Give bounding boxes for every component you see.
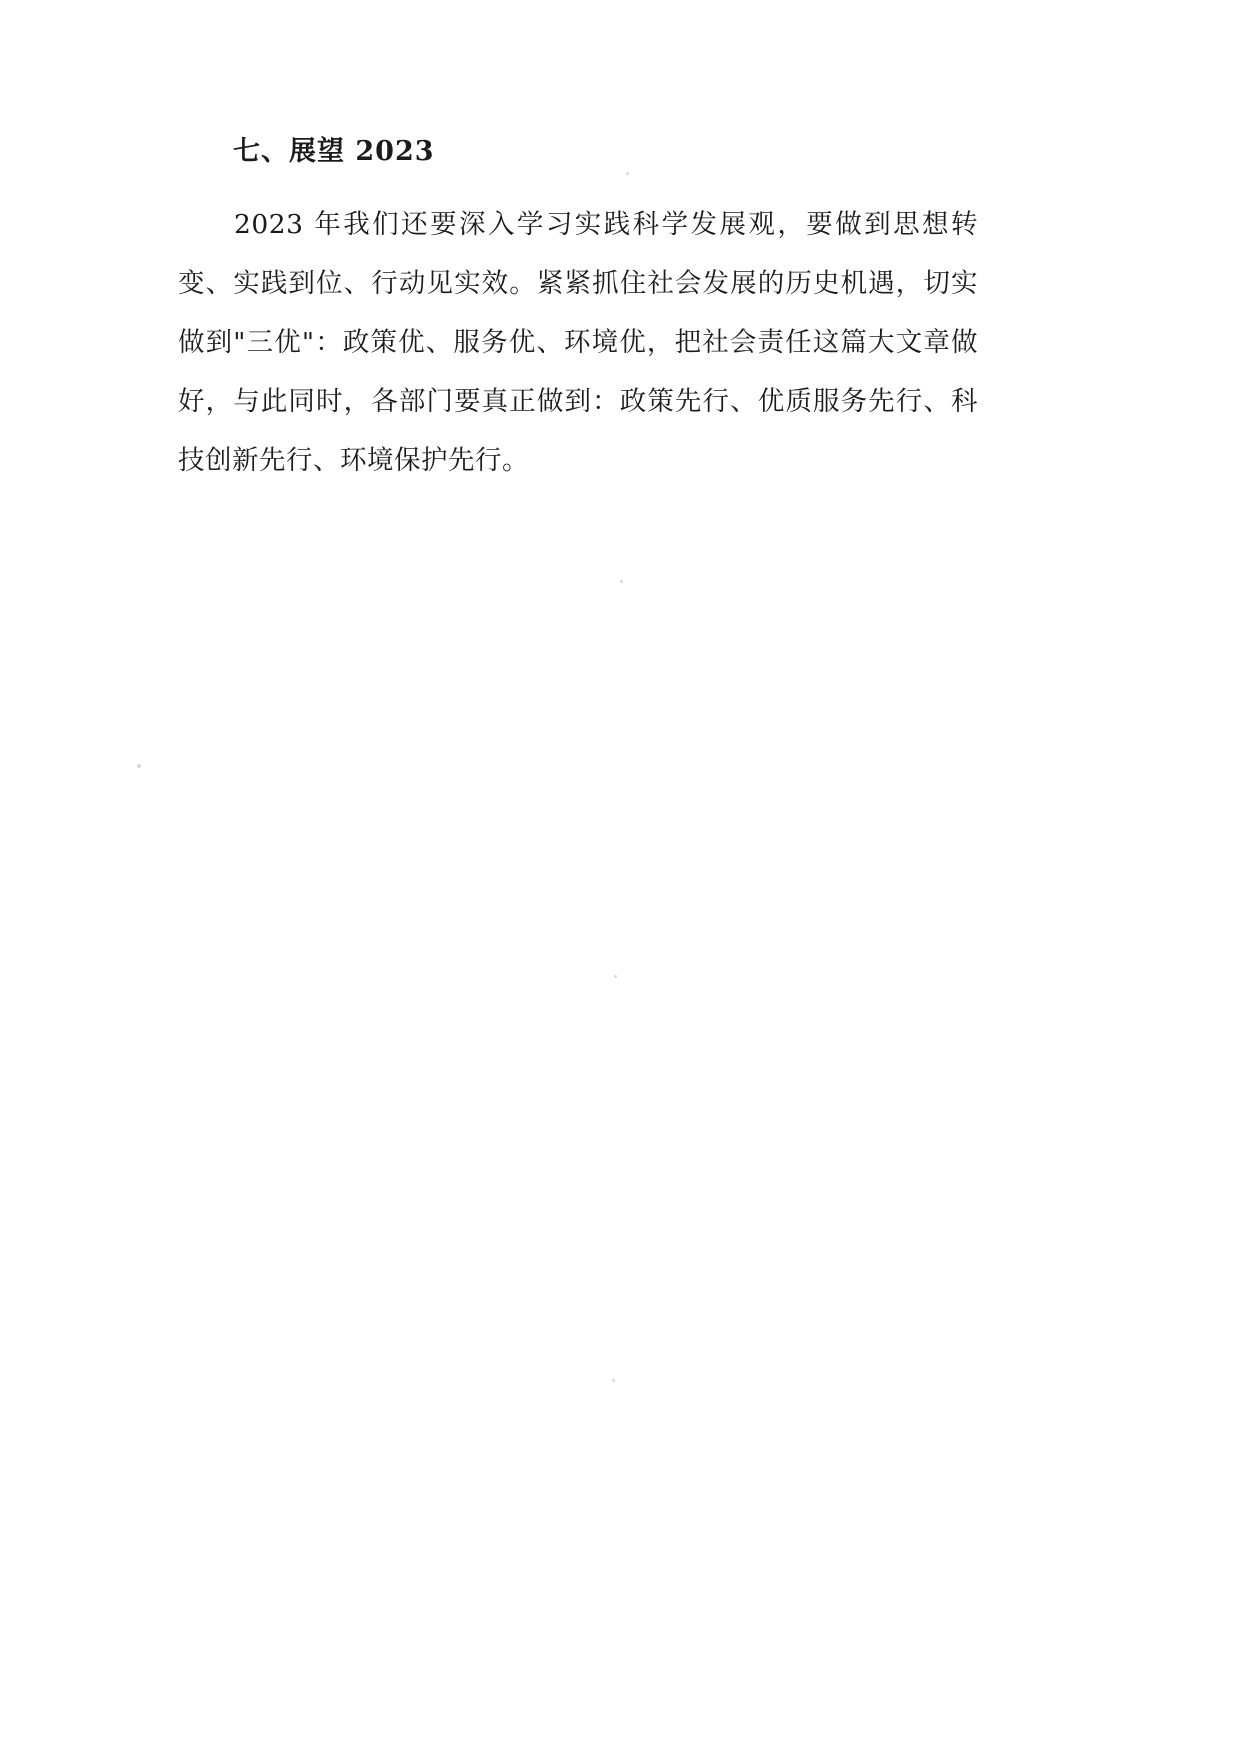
body-paragraph: 2023 年我们还要深入学习实践科学发展观，要做到思想转变、实践到位、行动见实效。紧紧抓住社会发展的历史机遇，切实做到"三优"：政策优、服务优、环境优，把社会责任这篇大文章做好，与此同时，各部门要真正做到：政策先行、优质服务先行、科技创新先行、环境保护先行。 bbox=[178, 208, 978, 476]
section-heading: 七、展望 2023 bbox=[233, 136, 435, 167]
scan-speck bbox=[626, 172, 629, 175]
document-body bbox=[178, 132, 978, 490]
scan-speck bbox=[614, 975, 617, 978]
scan-speck bbox=[612, 1379, 615, 1382]
scan-speck bbox=[137, 764, 141, 768]
scan-speck bbox=[620, 580, 623, 583]
